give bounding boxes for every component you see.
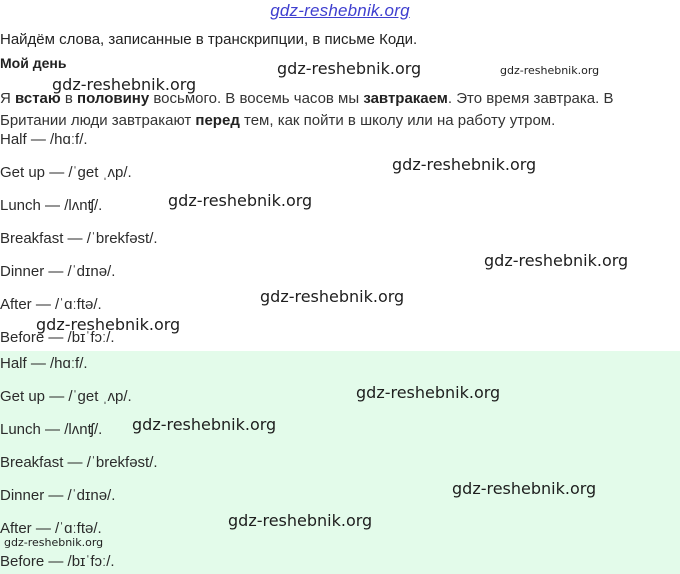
highlighted-word: половину — [77, 90, 150, 107]
list-item: Half — /hɑːf/. — [0, 131, 88, 148]
letter-text: . Это время завтрака. В — [447, 90, 614, 107]
letter-text: Британии люди завтракают — [0, 112, 196, 129]
letter-text: в — [60, 90, 78, 107]
letter-heading: Мой день — [0, 55, 67, 71]
list-item: Before — /bɪˈfɔː/. — [0, 553, 115, 570]
list-item: Half — /hɑːf/. — [0, 355, 88, 372]
list-item: Before — /bɪˈfɔː/. — [0, 329, 115, 346]
list-item: Dinner — /ˈdɪnə/. — [0, 263, 116, 280]
list-item: Lunch — /lʌnʧ/. — [0, 197, 103, 214]
watermark: gdz-reshebnik.org — [356, 383, 501, 402]
watermark: gdz-reshebnik.org — [52, 75, 197, 94]
letter-text: восьмого. В восемь часов мы — [149, 90, 364, 107]
watermark: gdz-reshebnik.org — [484, 251, 629, 270]
list-item: After — /ˈɑːftə/. — [0, 296, 102, 313]
list-item: Breakfast — /ˈbrekfəst/. — [0, 230, 158, 247]
list-item: After — /ˈɑːftə/. — [0, 520, 102, 537]
highlighted-word: завтракаем — [363, 90, 448, 107]
watermark: gdz-reshebnik.org — [277, 59, 422, 78]
site-header — [0, 0, 680, 24]
highlighted-word: перед — [195, 112, 240, 129]
list-item: Breakfast — /ˈbrekfəst/. — [0, 454, 158, 471]
list-item: Get up — /ˈget ˌʌp/. — [0, 388, 132, 405]
watermark: gdz-reshebnik.org — [36, 315, 181, 334]
list-item: Dinner — /ˈdɪnə/. — [0, 487, 116, 504]
list-item: Get up — /ˈget ˌʌp/. — [0, 164, 132, 181]
letter-text: Я — [0, 90, 15, 107]
highlighted-word: встаю — [15, 90, 61, 107]
watermark: gdz-reshebnik.org — [500, 64, 600, 77]
site-logo-link[interactable]: gdz-reshebnik.org — [270, 1, 410, 20]
letter-text: тем, как пойти в школу или на работу утром. — [239, 112, 556, 129]
letter-line-2 — [0, 110, 672, 130]
task-intro: Найдём слова, записанные в транскрипции, в письме Коди. — [0, 31, 418, 48]
letter-excerpt — [0, 88, 672, 130]
watermark: gdz-reshebnik.org — [4, 536, 104, 549]
watermark: gdz-reshebnik.org — [260, 287, 405, 306]
list-item: Lunch — /lʌnʧ/. — [0, 421, 103, 438]
watermark: gdz-reshebnik.org — [132, 415, 277, 434]
watermark: gdz-reshebnik.org — [452, 479, 597, 498]
watermark: gdz-reshebnik.org — [228, 511, 373, 530]
watermark: gdz-reshebnik.org — [392, 155, 537, 174]
watermark: gdz-reshebnik.org — [168, 191, 313, 210]
